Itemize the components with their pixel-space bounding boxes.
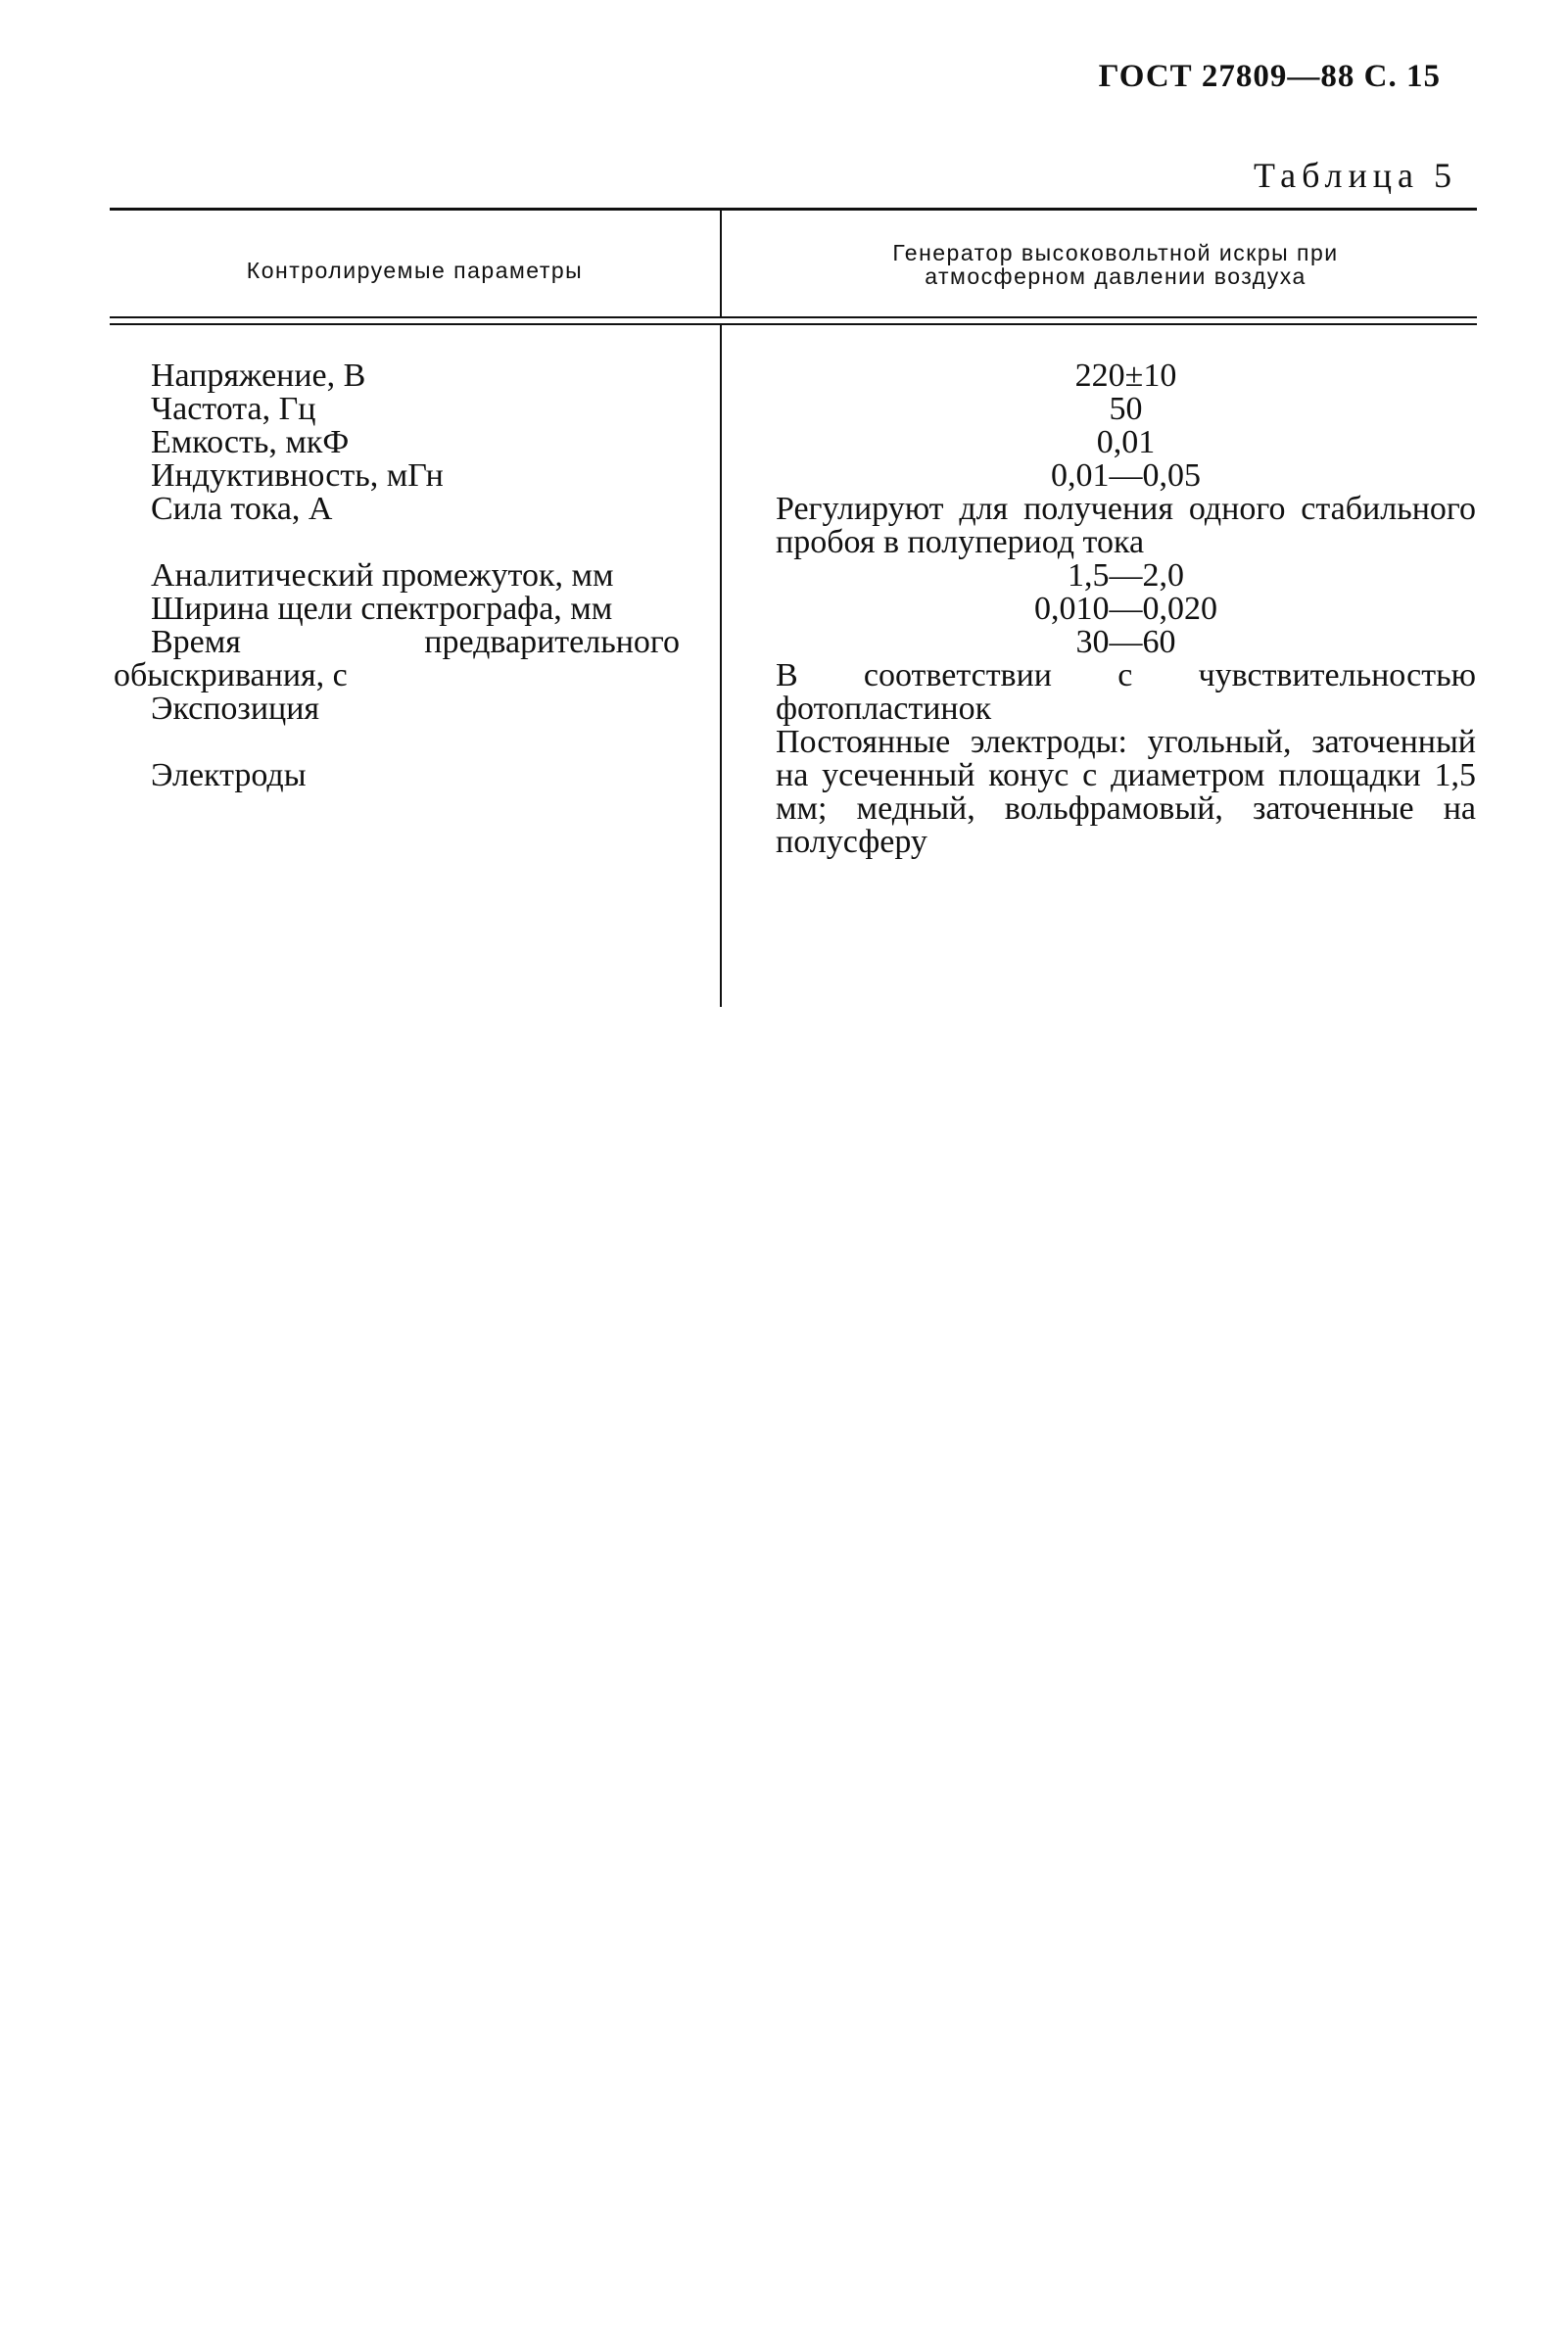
param-slit-width: Ширина щели спектрографа, мм bbox=[151, 591, 613, 627]
param-inductance: Индуктивность, мГн bbox=[151, 457, 444, 494]
table-header-rule-double bbox=[110, 323, 1477, 325]
table-header-parameters: Контролируемые параметры bbox=[246, 258, 584, 283]
param-presparking-time: Время предварительного обыскривания, с bbox=[114, 624, 680, 693]
value-exposure: В соответствии с чувствительностью фотопластинок bbox=[776, 657, 1476, 727]
page-header-code: ГОСТ 27809—88 С. 15 bbox=[1098, 59, 1441, 94]
param-current: Сила тока, А bbox=[151, 491, 333, 527]
table-top-rule bbox=[110, 208, 1477, 211]
table-label: Таблица 5 bbox=[1254, 156, 1457, 195]
generator-values-column bbox=[776, 359, 1476, 859]
parameters-column bbox=[114, 359, 680, 792]
value-electrodes: Постоянные электроды: угольный, заточенный на усеченный конус с диаметром площадки 1,5 мм; медный, вольфрамовый, заточенные на полусферу bbox=[776, 724, 1476, 860]
value-capacitance: 0,01 bbox=[1096, 424, 1156, 460]
table-header-generator bbox=[754, 241, 1477, 288]
table-body-divider bbox=[720, 325, 722, 1007]
value-voltage: 220±10 bbox=[1074, 358, 1177, 394]
param-analytical-gap: Аналитический промежуток, мм bbox=[151, 557, 614, 594]
param-exposure: Экспозиция bbox=[151, 691, 320, 727]
param-electrodes: Электроды bbox=[151, 757, 307, 793]
value-slit-width: 0,010—0,020 bbox=[1034, 591, 1217, 627]
table-header-rule bbox=[110, 316, 1477, 318]
value-presparking-time: 30—60 bbox=[1075, 624, 1176, 660]
table-header-generator-line-2: атмосферном давлении воздуха bbox=[925, 263, 1307, 289]
value-analytical-gap: 1,5—2,0 bbox=[1068, 557, 1184, 594]
table-header-generator-line-1: Генератор высоковольтной искры при bbox=[892, 240, 1339, 265]
param-frequency: Частота, Гц bbox=[151, 391, 316, 427]
param-voltage: Напряжение, В bbox=[151, 358, 366, 394]
value-current: Регулируют для получения одного стабильного пробоя в полупериод тока bbox=[776, 491, 1476, 560]
table-header-divider bbox=[720, 211, 722, 316]
param-capacitance: Емкость, мкФ bbox=[151, 424, 350, 460]
value-frequency: 50 bbox=[1109, 391, 1143, 427]
value-inductance: 0,01—0,05 bbox=[1051, 457, 1201, 494]
